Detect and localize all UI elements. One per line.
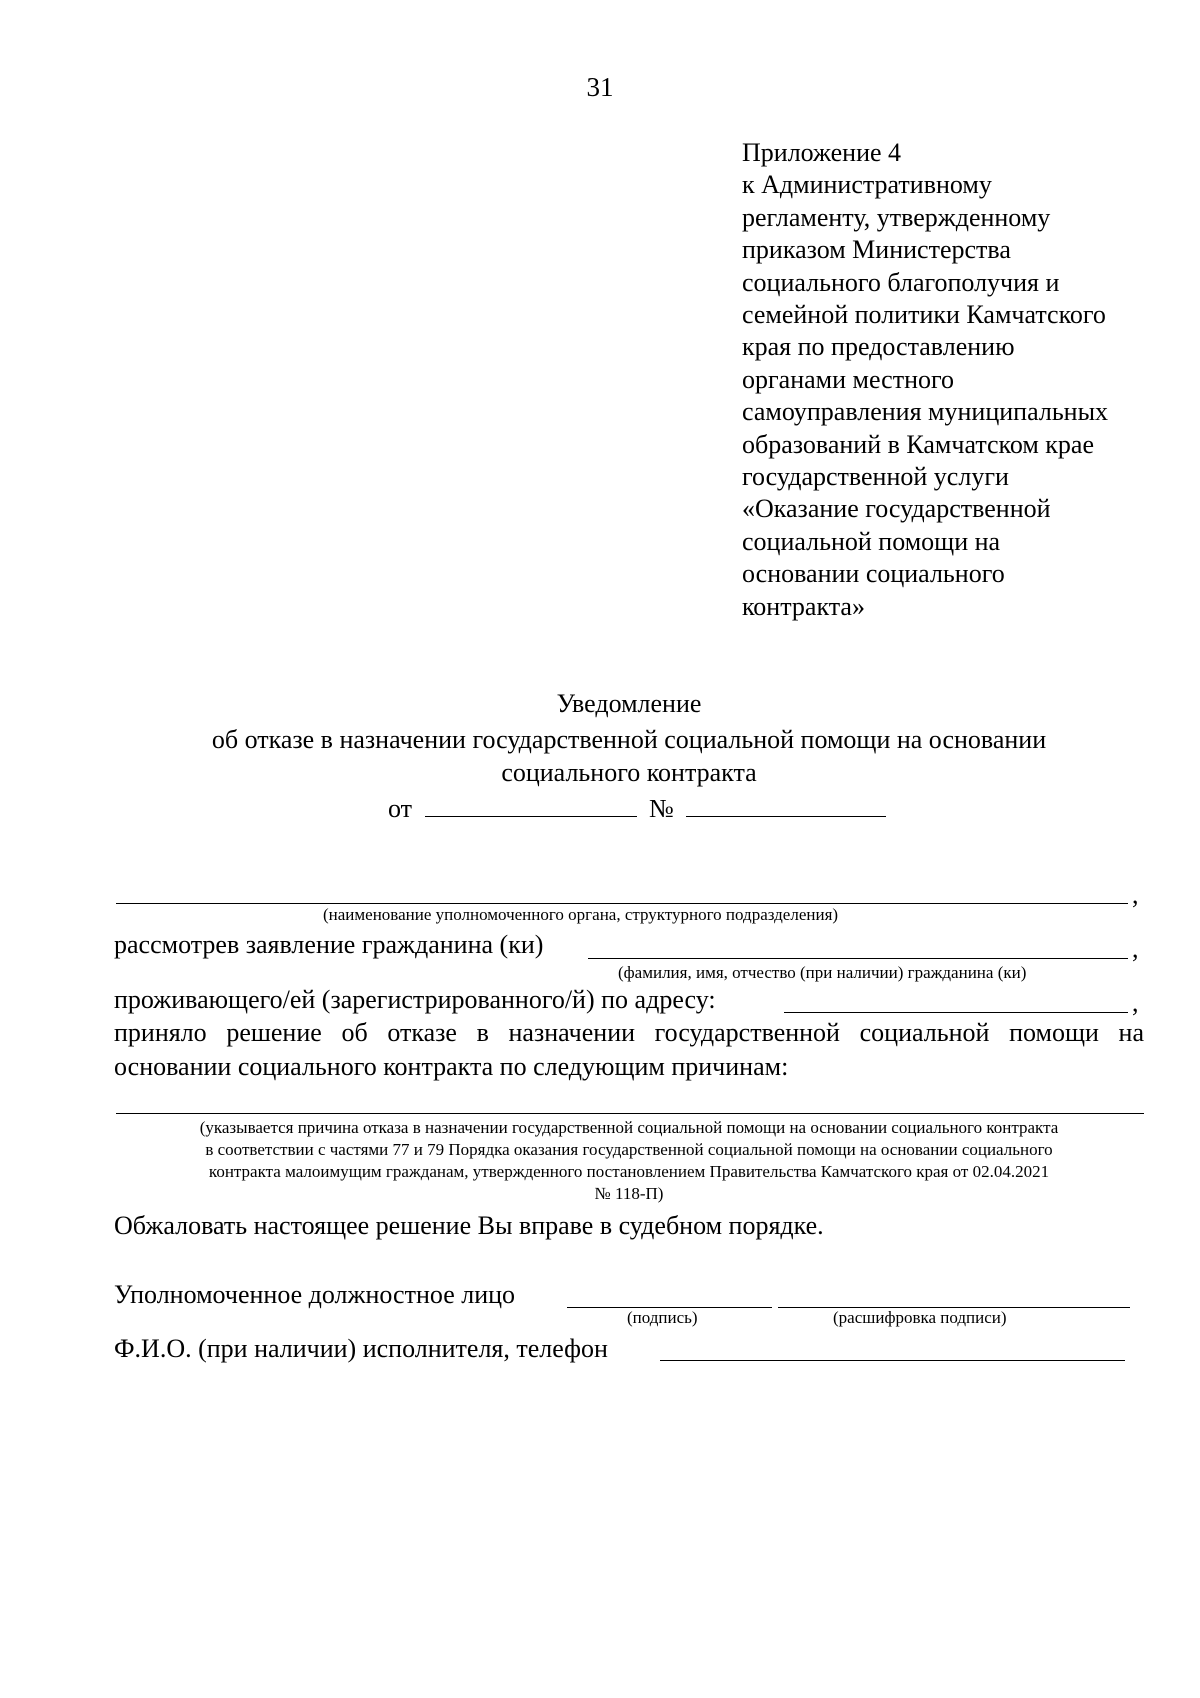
address-field[interactable] bbox=[784, 1012, 1128, 1013]
appendix-line: семейной политики Камчатского bbox=[742, 300, 1106, 330]
citizen-name-field[interactable] bbox=[588, 958, 1128, 959]
number-field[interactable] bbox=[686, 794, 886, 817]
reason-caption-line: № 118-П) bbox=[594, 1184, 664, 1203]
appendix-line: образований в Камчатском крае bbox=[742, 429, 1095, 459]
appendix-line: основании социального bbox=[742, 559, 1005, 589]
organ-field[interactable] bbox=[116, 903, 1128, 904]
reason-caption-line: контракта малоимущим гражданам, утвержденного постановлением Правительства Камчатского края от 02.04.2021 bbox=[208, 1162, 1050, 1181]
signature-caption: (подпись) bbox=[627, 1308, 698, 1327]
document-subtitle: об отказе в назначении государственной социальной помощи на основании bbox=[211, 725, 1047, 754]
reason-caption-line: в соответствии с частями 77 и 79 Порядка оказания государственной социальной помощи на основании социального bbox=[205, 1140, 1053, 1159]
citizen-caption: (фамилия, имя, отчество (при наличии) гражданина (ки) bbox=[618, 963, 1027, 982]
official-label: Уполномоченное должностное лицо bbox=[114, 1280, 516, 1309]
appendix-line: контракта» bbox=[742, 591, 865, 621]
document-title: Уведомление bbox=[556, 689, 702, 718]
appendix-line: самоуправления муниципальных bbox=[742, 397, 1109, 427]
organ-caption: (наименование уполномоченного органа, структурного подразделения) bbox=[323, 905, 839, 924]
decision-text-line-2: основании социального контракта по следующим причинам: bbox=[114, 1052, 789, 1081]
appendix-line: «Оказание государственной bbox=[742, 494, 1051, 524]
appendix-line: Приложение 4 bbox=[742, 138, 902, 167]
reason-field[interactable] bbox=[116, 1113, 1144, 1114]
signature-decode-caption: (расшифровка подписи) bbox=[833, 1308, 1007, 1327]
document-subtitle-continued: социального контракта bbox=[501, 758, 757, 787]
appendix-line: государственной услуги bbox=[742, 462, 1009, 492]
appendix-line: органами местного bbox=[742, 364, 954, 394]
appendix-line: социального благополучия и bbox=[742, 267, 1060, 297]
appeal-text: Обжаловать настоящее решение Вы вправе в судебном порядке. bbox=[114, 1211, 824, 1240]
date-field[interactable] bbox=[425, 794, 637, 817]
organ-comma: , bbox=[1132, 880, 1139, 909]
number-sign: № bbox=[649, 794, 674, 823]
appendix-block bbox=[742, 137, 1182, 623]
considered-label: рассмотрев заявление гражданина (ки) bbox=[114, 930, 544, 959]
date-number-line bbox=[388, 794, 886, 824]
appendix-line: социальной помощи на bbox=[742, 526, 1001, 556]
address-comma: , bbox=[1132, 988, 1139, 1017]
considered-comma: , bbox=[1132, 934, 1139, 963]
reason-caption-line: (указывается причина отказа в назначении государственной социальной помощи на основании социального контракта bbox=[199, 1118, 1059, 1137]
page-number: 31 bbox=[586, 72, 614, 102]
executor-field[interactable] bbox=[660, 1360, 1125, 1361]
address-label: проживающего/ей (зарегистрированного/й) по адресу: bbox=[114, 985, 716, 1014]
appendix-line: к Административному bbox=[742, 170, 992, 200]
reason-caption bbox=[114, 1117, 1144, 1205]
from-label: от bbox=[388, 794, 413, 823]
decision-text-line-1: приняло решение об отказе в назначении государственной социальной помощи на bbox=[114, 1018, 1144, 1047]
appendix-line: края по предоставлению bbox=[742, 332, 1015, 362]
executor-label: Ф.И.О. (при наличии) исполнителя, телефон bbox=[114, 1334, 608, 1363]
appendix-line: регламенту, утвержденному bbox=[742, 202, 1051, 232]
appendix-line: приказом Министерства bbox=[742, 235, 1011, 265]
